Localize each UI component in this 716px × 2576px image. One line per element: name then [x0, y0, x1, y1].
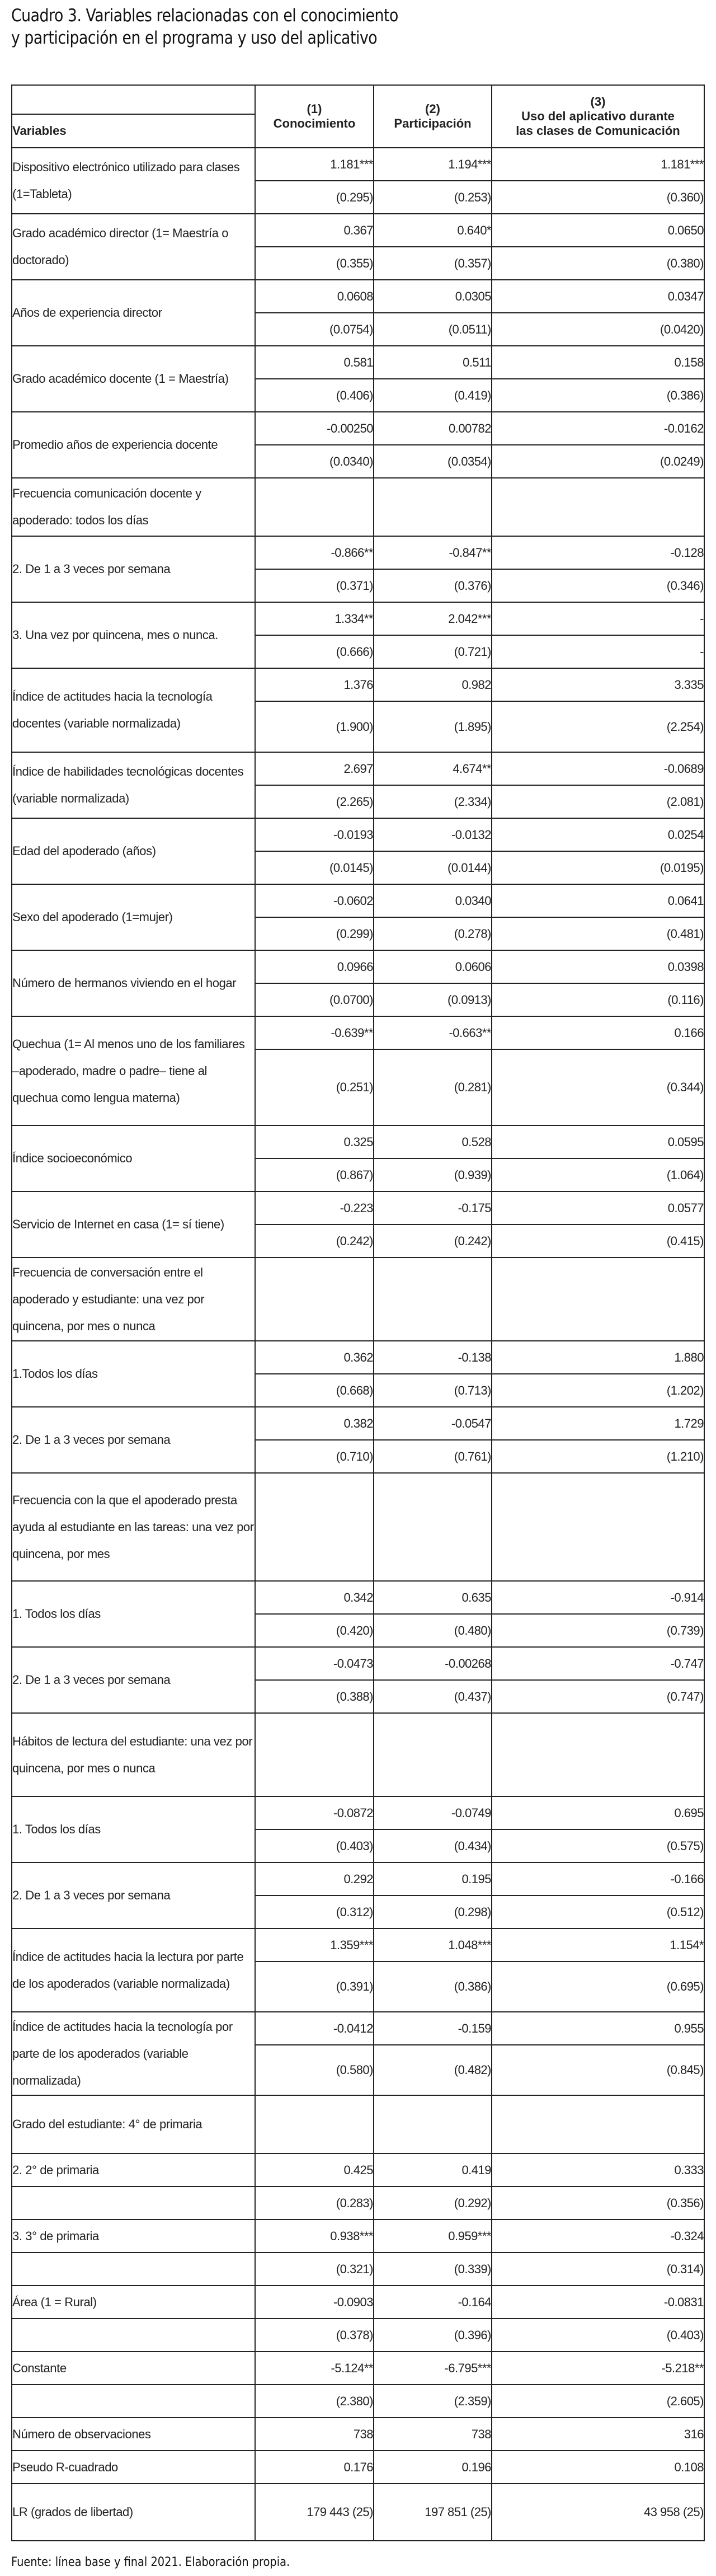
coefficient-cell: 0.581 — [255, 346, 374, 379]
coefficient-cell: 0.635 — [374, 1581, 492, 1614]
section-row — [12, 2095, 704, 2153]
coefficient-cell: -0.0162 — [492, 412, 704, 445]
std-error-cell: (0.0754) — [255, 313, 374, 346]
coefficient-cell: 0.382 — [255, 1407, 374, 1440]
coefficient-cell: 0.0650 — [492, 214, 704, 247]
coefficient-cell: 1.048*** — [374, 1929, 492, 1962]
empty-cell — [255, 1473, 374, 1581]
std-error-cell: (0.396) — [374, 2319, 492, 2352]
coefficient-cell: -0.0132 — [374, 818, 492, 851]
std-error-cell: (0.420) — [255, 1614, 374, 1647]
std-error-cell: (0.695) — [492, 1962, 704, 2012]
coefficient-cell: 1.880 — [492, 1341, 704, 1374]
empty-cell — [492, 478, 704, 536]
coefficient-cell: 1.194*** — [374, 148, 492, 181]
variable-label: Sexo del apoderado (1=mujer) — [12, 884, 255, 950]
coefficient-cell: -0.0903 — [255, 2286, 374, 2319]
std-error-cell: (2.605) — [492, 2385, 704, 2418]
std-error-cell: (0.0700) — [255, 983, 374, 1016]
variable-label: 2. De 1 a 3 veces por semana — [12, 1862, 255, 1929]
section-row — [12, 1713, 704, 1796]
empty-cell — [255, 1257, 374, 1341]
coefficient-cell: 0.333 — [492, 2153, 704, 2186]
std-error-cell: (0.0144) — [374, 851, 492, 884]
std-error-cell: - — [492, 635, 704, 668]
std-error-cell: (1.900) — [255, 701, 374, 752]
table-row — [12, 1125, 704, 1158]
variable-label: Índice de actitudes hacia la tecnología docentes (variable normalizada) — [12, 668, 255, 752]
std-error-cell: (0.666) — [255, 635, 374, 668]
coefficient-cell: 0.0966 — [255, 950, 374, 983]
std-error-cell: (1.064) — [492, 1158, 704, 1191]
coefficient-cell: 0.0398 — [492, 950, 704, 983]
table-row — [12, 148, 704, 181]
empty-cell — [12, 2385, 255, 2418]
std-error-cell: (0.339) — [374, 2253, 492, 2286]
table-header — [12, 85, 704, 148]
std-error-cell: (2.081) — [492, 785, 704, 818]
table-title-line1: Cuadro 3. Variables relacionadas con el conocimiento — [11, 6, 398, 26]
coefficient-cell: -0.0473 — [255, 1647, 374, 1680]
std-error-cell: (0.355) — [255, 247, 374, 280]
std-error-cell: (0.867) — [255, 1158, 374, 1191]
section-label: Frecuencia de conversación entre el apoderado y estudiante: una vez por quincena, por mes o nunca — [12, 1257, 255, 1341]
section-label: Frecuencia comunicación docente y apoderado: todos los días — [12, 478, 255, 536]
std-error-cell: (0.437) — [374, 1680, 492, 1713]
std-error-cell: (2.359) — [374, 2385, 492, 2418]
coefficient-cell: 0.325 — [255, 1125, 374, 1158]
coefficient-cell: -0.0193 — [255, 818, 374, 851]
coefficient-cell: 0.0608 — [255, 280, 374, 313]
coefficient-cell: -0.166 — [492, 1862, 704, 1895]
std-error-cell: (0.388) — [255, 1680, 374, 1713]
source-note: Fuente: línea base y final 2021. Elaboración propia. — [11, 2555, 290, 2569]
std-error-cell: (0.298) — [374, 1895, 492, 1929]
std-error-cell: (0.380) — [492, 247, 704, 280]
std-error-cell: (0.0511) — [374, 313, 492, 346]
std-error-cell: (0.761) — [374, 1440, 492, 1473]
std-error-cell: (0.314) — [492, 2253, 704, 2286]
coefficient-cell: 0.292 — [255, 1862, 374, 1895]
coefficient-cell: 0.511 — [374, 346, 492, 379]
std-error-cell: (0.386) — [492, 379, 704, 412]
std-error-cell: (0.0340) — [255, 445, 374, 478]
coefficient-cell: -0.159 — [374, 2012, 492, 2045]
std-error-cell: (1.210) — [492, 1440, 704, 1473]
std-error-cell: (0.0195) — [492, 851, 704, 884]
coefficient-cell: 0.0595 — [492, 1125, 704, 1158]
coefficient-cell: -0.128 — [492, 536, 704, 569]
coefficient-cell: 0.0641 — [492, 884, 704, 917]
section-label: Hábitos de lectura del estudiante: una vez por quincena, por mes o nunca — [12, 1713, 255, 1796]
empty-cell — [12, 2186, 255, 2220]
coefficient-cell: 0.362 — [255, 1341, 374, 1374]
stat-value: 179 443 (25) — [255, 2484, 374, 2541]
std-error-cell: (0.312) — [255, 1895, 374, 1929]
coefficient-cell: 0.0577 — [492, 1191, 704, 1224]
header-blank-cell — [12, 85, 255, 114]
stat-label: LR (grados de libertad) — [12, 2484, 255, 2541]
table-row — [12, 1647, 704, 1680]
std-error-cell: (0.580) — [255, 2045, 374, 2095]
variable-label: Índice socioeconómico — [12, 1125, 255, 1191]
coefficient-cell: -0.914 — [492, 1581, 704, 1614]
std-error-cell: (0.721) — [374, 635, 492, 668]
table-row — [12, 536, 704, 569]
std-error-cell: (0.434) — [374, 1829, 492, 1862]
std-error-cell: (0.321) — [255, 2253, 374, 2286]
std-error-cell: (0.251) — [255, 1049, 374, 1125]
stat-value: 0.196 — [374, 2451, 492, 2484]
variable-label: Índice de actitudes hacia la tecnología por parte de los apoderados (variable normalizada) — [12, 2012, 255, 2095]
table-row-se — [12, 2253, 704, 2286]
table-row — [12, 752, 704, 785]
table-row-se — [12, 2385, 704, 2418]
coefficient-cell: -0.847** — [374, 536, 492, 569]
header-col2-number: (2) — [425, 102, 440, 116]
table-row — [12, 1407, 704, 1440]
coefficient-cell: -0.175 — [374, 1191, 492, 1224]
std-error-cell: (0.845) — [492, 2045, 704, 2095]
coefficient-cell: 0.640* — [374, 214, 492, 247]
stat-value: 43 958 (25) — [492, 2484, 704, 2541]
header-col3-label-line1: Uso del aplicativo durante — [521, 109, 675, 123]
variable-label: 2. De 1 a 3 veces por semana — [12, 1407, 255, 1473]
std-error-cell: (0.0145) — [255, 851, 374, 884]
coefficient-cell: 1.334** — [255, 602, 374, 635]
variable-label: 2. De 1 a 3 veces por semana — [12, 536, 255, 602]
empty-cell — [374, 1257, 492, 1341]
stat-value: 738 — [255, 2418, 374, 2451]
coefficient-cell: 0.419 — [374, 2153, 492, 2186]
table-row — [12, 950, 704, 983]
std-error-cell: (0.344) — [492, 1049, 704, 1125]
std-error-cell: (0.0913) — [374, 983, 492, 1016]
table-row — [12, 2220, 704, 2253]
coefficient-cell: 0.342 — [255, 1581, 374, 1614]
coefficient-cell: -0.00250 — [255, 412, 374, 445]
coefficient-cell: -5.218** — [492, 2352, 704, 2385]
std-error-cell: (0.378) — [255, 2319, 374, 2352]
std-error-cell: (0.356) — [492, 2186, 704, 2220]
std-error-cell: (0.242) — [255, 1224, 374, 1257]
std-error-cell: (2.254) — [492, 701, 704, 752]
table-row — [12, 1016, 704, 1049]
variable-label: Grado académico docente (1 = Maestría) — [12, 346, 255, 412]
coefficient-cell: 1.376 — [255, 668, 374, 701]
table-row — [12, 668, 704, 701]
std-error-cell: (0.360) — [492, 181, 704, 214]
coefficient-cell: -0.0749 — [374, 1796, 492, 1829]
std-error-cell: (0.575) — [492, 1829, 704, 1862]
table-row — [12, 214, 704, 247]
header-col3-number: (3) — [590, 95, 606, 109]
std-error-cell: (0.0249) — [492, 445, 704, 478]
coefficient-cell: 4.674** — [374, 752, 492, 785]
empty-cell — [492, 1473, 704, 1581]
table-row — [12, 346, 704, 379]
std-error-cell: (0.376) — [374, 569, 492, 602]
coefficient-cell: -0.164 — [374, 2286, 492, 2319]
std-error-cell: (0.371) — [255, 569, 374, 602]
coefficient-cell: 1.154* — [492, 1929, 704, 1962]
std-error-cell: (0.403) — [255, 1829, 374, 1862]
stat-row — [12, 2451, 704, 2484]
std-error-cell: (0.116) — [492, 983, 704, 1016]
coefficient-cell: 1.729 — [492, 1407, 704, 1440]
stat-value: 0.176 — [255, 2451, 374, 2484]
coefficient-cell: 0.166 — [492, 1016, 704, 1049]
std-error-cell: (0.299) — [255, 917, 374, 950]
stat-value: 0.108 — [492, 2451, 704, 2484]
table-row — [12, 2286, 704, 2319]
table-row — [12, 602, 704, 635]
header-col2 — [374, 85, 492, 148]
table-row — [12, 1929, 704, 1962]
section-label: Frecuencia con la que el apoderado presta ayuda al estudiante en las tareas: una vez por quincena, por mes — [12, 1473, 255, 1581]
section-row — [12, 1257, 704, 1341]
empty-cell — [492, 2095, 704, 2153]
std-error-cell: (0.242) — [374, 1224, 492, 1257]
std-error-cell: (0.747) — [492, 1680, 704, 1713]
coefficient-cell: -0.0412 — [255, 2012, 374, 2045]
std-error-cell: (2.334) — [374, 785, 492, 818]
table-row — [12, 1581, 704, 1614]
table-row — [12, 2012, 704, 2045]
std-error-cell: (0.481) — [492, 917, 704, 950]
stat-row — [12, 2484, 704, 2541]
variable-label: Dispositivo electrónico utilizado para clases (1=Tableta) — [12, 148, 255, 214]
variable-label: Años de experiencia director — [12, 280, 255, 346]
coefficient-cell: -0.00268 — [374, 1647, 492, 1680]
coefficient-cell: 0.955 — [492, 2012, 704, 2045]
variable-label: Número de hermanos viviendo en el hogar — [12, 950, 255, 1016]
table-row — [12, 884, 704, 917]
std-error-cell: (0.386) — [374, 1962, 492, 2012]
table-body — [12, 148, 704, 2541]
coefficient-cell: -0.0831 — [492, 2286, 704, 2319]
coefficient-cell: - — [492, 602, 704, 635]
table-row-se — [12, 2319, 704, 2352]
empty-cell — [255, 1713, 374, 1796]
variable-label: 1.Todos los días — [12, 1341, 255, 1407]
variable-label: Índice de actitudes hacia la lectura por parte de los apoderados (variable normalizada) — [12, 1929, 255, 2012]
std-error-cell: (1.202) — [492, 1374, 704, 1407]
coefficient-cell: 0.959*** — [374, 2220, 492, 2253]
header-col1 — [255, 85, 374, 148]
table-row — [12, 280, 704, 313]
header-col1-label: Conocimiento — [273, 116, 356, 130]
empty-cell — [492, 1713, 704, 1796]
variable-label: 1. Todos los días — [12, 1581, 255, 1647]
coefficient-cell: 1.181*** — [255, 148, 374, 181]
table-row — [12, 1862, 704, 1895]
variable-label: 3. 3° de primaria — [12, 2220, 255, 2253]
std-error-cell: (0.482) — [374, 2045, 492, 2095]
header-col1-number: (1) — [307, 102, 322, 116]
coefficient-cell: -6.795*** — [374, 2352, 492, 2385]
coefficient-cell: -0.324 — [492, 2220, 704, 2253]
std-error-cell: (2.380) — [255, 2385, 374, 2418]
std-error-cell: (0.406) — [255, 379, 374, 412]
coefficient-cell: 0.0305 — [374, 280, 492, 313]
regression-table — [11, 85, 705, 2541]
header-col2-label: Participación — [394, 116, 472, 130]
std-error-cell: (0.0354) — [374, 445, 492, 478]
std-error-cell: (0.480) — [374, 1614, 492, 1647]
variable-label: Índice de habilidades tecnológicas docentes (variable normalizada) — [12, 752, 255, 818]
table-row — [12, 1341, 704, 1374]
table-row — [12, 1796, 704, 1829]
coefficient-cell: -0.138 — [374, 1341, 492, 1374]
empty-cell — [374, 1473, 492, 1581]
stat-label: Pseudo R-cuadrado — [12, 2451, 255, 2484]
coefficient-cell: -0.0872 — [255, 1796, 374, 1829]
stat-value: 197 851 (25) — [374, 2484, 492, 2541]
section-row — [12, 1473, 704, 1581]
stat-label: Número de observaciones — [12, 2418, 255, 2451]
coefficient-cell: 0.938*** — [255, 2220, 374, 2253]
coefficient-cell: -0.866** — [255, 536, 374, 569]
std-error-cell: (0.391) — [255, 1962, 374, 2012]
coefficient-cell: 1.181*** — [492, 148, 704, 181]
table-row — [12, 2352, 704, 2385]
stat-row — [12, 2418, 704, 2451]
coefficient-cell: 0.425 — [255, 2153, 374, 2186]
std-error-cell: (0.278) — [374, 917, 492, 950]
std-error-cell: (0.346) — [492, 569, 704, 602]
coefficient-cell: 2.697 — [255, 752, 374, 785]
table-title-line2: y participación en el programa y uso del aplicativo — [11, 28, 378, 48]
std-error-cell: (0.739) — [492, 1614, 704, 1647]
empty-cell — [374, 478, 492, 536]
coefficient-cell: -5.124** — [255, 2352, 374, 2385]
variable-label: 2. 2° de primaria — [12, 2153, 255, 2186]
variable-label: Constante — [12, 2352, 255, 2385]
variable-label: Quechua (1= Al menos uno de los familiares –apoderado, madre o padre– tiene al quechua como lengua materna) — [12, 1016, 255, 1125]
table-row — [12, 818, 704, 851]
table-row — [12, 412, 704, 445]
std-error-cell: (0.281) — [374, 1049, 492, 1125]
section-row — [12, 478, 704, 536]
std-error-cell: (0.0420) — [492, 313, 704, 346]
std-error-cell: (0.512) — [492, 1895, 704, 1929]
std-error-cell: (2.265) — [255, 785, 374, 818]
coefficient-cell: 1.359*** — [255, 1929, 374, 1962]
std-error-cell: (1.895) — [374, 701, 492, 752]
header-variables: Variables — [12, 114, 255, 148]
table-row — [12, 2153, 704, 2186]
std-error-cell: (0.939) — [374, 1158, 492, 1191]
std-error-cell: (0.710) — [255, 1440, 374, 1473]
empty-cell — [492, 1257, 704, 1341]
coefficient-cell: -0.0602 — [255, 884, 374, 917]
stat-value: 316 — [492, 2418, 704, 2451]
coefficient-cell: 0.0340 — [374, 884, 492, 917]
empty-cell — [374, 2095, 492, 2153]
coefficient-cell: 0.982 — [374, 668, 492, 701]
coefficient-cell: 3.335 — [492, 668, 704, 701]
std-error-cell: (0.713) — [374, 1374, 492, 1407]
coefficient-cell: 0.528 — [374, 1125, 492, 1158]
variable-label: Edad del apoderado (años) — [12, 818, 255, 884]
variable-label: Área (1 = Rural) — [12, 2286, 255, 2319]
variable-label: Grado académico director (1= Maestría o doctorado) — [12, 214, 255, 280]
empty-cell — [12, 2319, 255, 2352]
coefficient-cell: 0.0254 — [492, 818, 704, 851]
table-row-se — [12, 2186, 704, 2220]
coefficient-cell: 0.0347 — [492, 280, 704, 313]
header-col3-label-line2: las clases de Comunicación — [516, 124, 680, 138]
coefficient-cell: 0.367 — [255, 214, 374, 247]
empty-cell — [255, 478, 374, 536]
coefficient-cell: -0.0689 — [492, 752, 704, 785]
std-error-cell: (0.283) — [255, 2186, 374, 2220]
variable-label: Promedio años de experiencia docente — [12, 412, 255, 478]
std-error-cell: (0.253) — [374, 181, 492, 214]
std-error-cell: (0.419) — [374, 379, 492, 412]
std-error-cell: (0.415) — [492, 1224, 704, 1257]
stat-value: 738 — [374, 2418, 492, 2451]
variable-label: 2. De 1 a 3 veces por semana — [12, 1647, 255, 1713]
coefficient-cell: 0.695 — [492, 1796, 704, 1829]
variable-label: Servicio de Internet en casa (1= sí tiene) — [12, 1191, 255, 1257]
std-error-cell: (0.357) — [374, 247, 492, 280]
empty-cell — [374, 1713, 492, 1796]
coefficient-cell: 0.195 — [374, 1862, 492, 1895]
coefficient-cell: -0.639** — [255, 1016, 374, 1049]
section-label: Grado del estudiante: 4° de primaria — [12, 2095, 255, 2153]
coefficient-cell: 0.158 — [492, 346, 704, 379]
std-error-cell: (0.403) — [492, 2319, 704, 2352]
std-error-cell: (0.292) — [374, 2186, 492, 2220]
std-error-cell: (0.668) — [255, 1374, 374, 1407]
coefficient-cell: 0.00782 — [374, 412, 492, 445]
coefficient-cell: -0.747 — [492, 1647, 704, 1680]
table-row — [12, 1191, 704, 1224]
coefficient-cell: -0.663** — [374, 1016, 492, 1049]
coefficient-cell: -0.0547 — [374, 1407, 492, 1440]
coefficient-cell: -0.223 — [255, 1191, 374, 1224]
coefficient-cell: 0.0606 — [374, 950, 492, 983]
empty-cell — [255, 2095, 374, 2153]
variable-label: 3. Una vez por quincena, mes o nunca. — [12, 602, 255, 668]
header-col3 — [492, 85, 704, 148]
variable-label: 1. Todos los días — [12, 1796, 255, 1862]
empty-cell — [12, 2253, 255, 2286]
std-error-cell: (0.295) — [255, 181, 374, 214]
coefficient-cell: 2.042*** — [374, 602, 492, 635]
table-title — [11, 4, 398, 49]
